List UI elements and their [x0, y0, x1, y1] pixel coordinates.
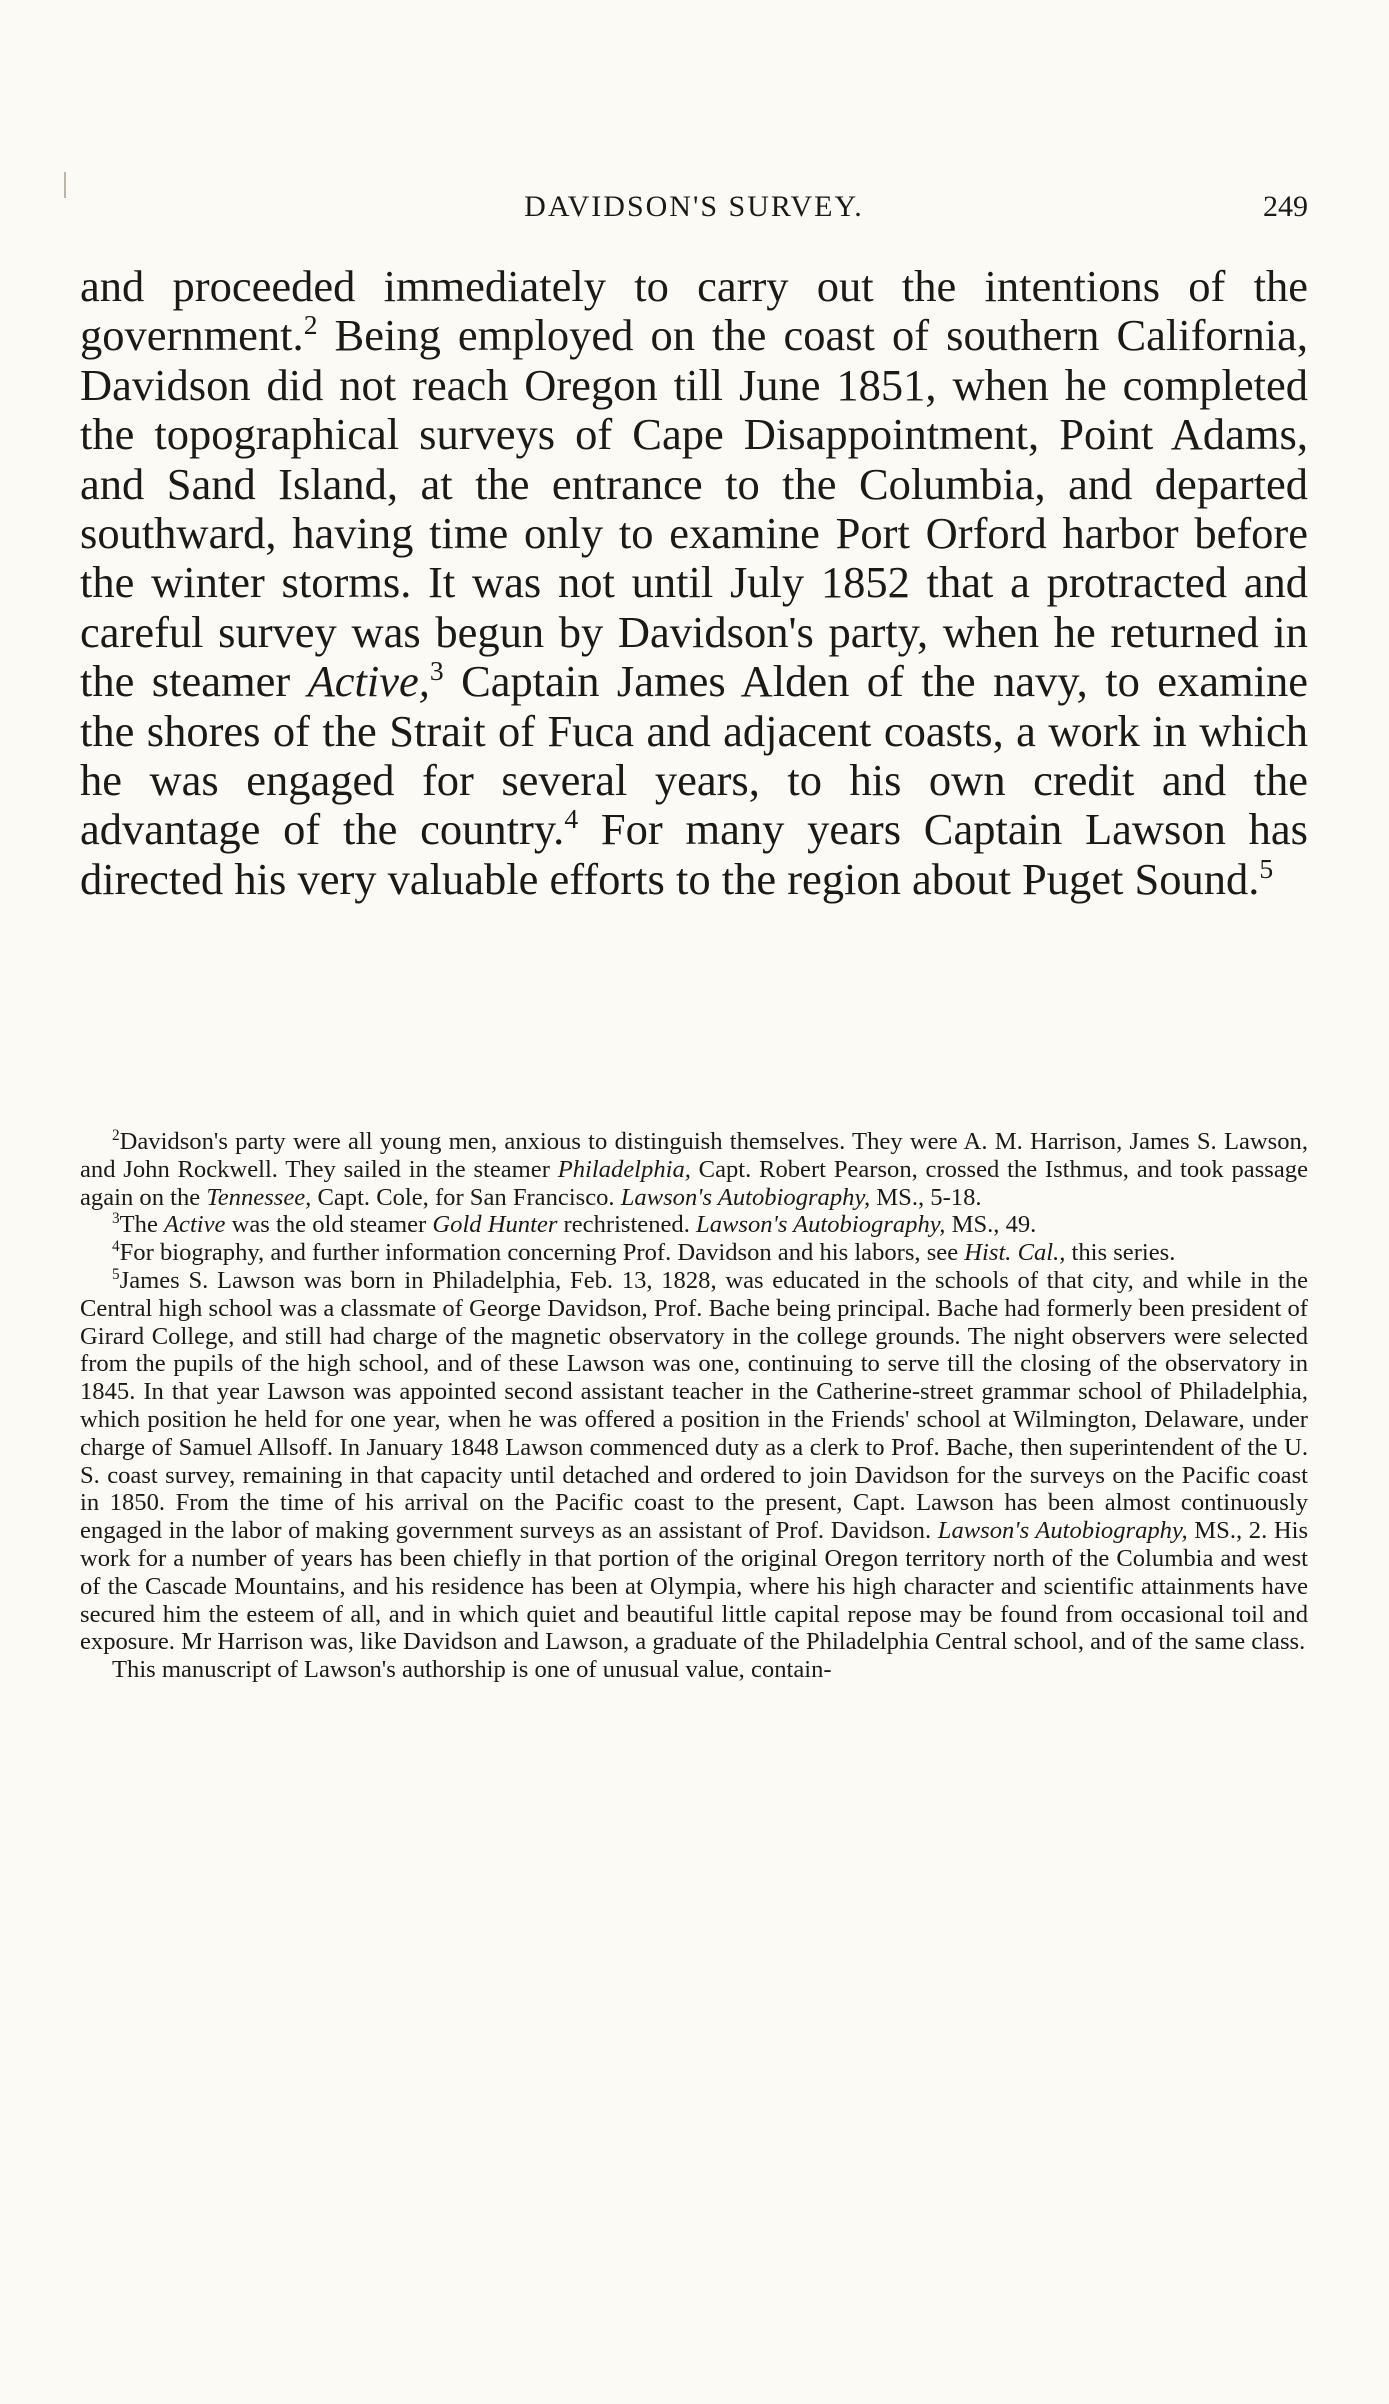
footnote-text: Capt. Robert Pearson, crossed the Isthmus, and took passage again on the	[80, 1155, 1308, 1211]
footnote-2	[80, 1128, 1308, 1211]
margin-mark	[64, 172, 66, 198]
footnote-text: James S. Lawson was born in Philadelphia, Feb. 13, 1828, was educated in the schools of that city, and while in the Central high school was a classmate of George Davidson, Prof. Bache being principal. Bache had formerly been president of Girard College, and still had charge of the magnetic observatory in the college grounds. The night observers were selected from the pupils of the high school, and of these Lawson was one, continuing to serve till the closing of the observatory in 1845. In that year Lawson was appointed second assistant teacher in the Catherine-street grammar school of Philadelphia, which position he held for one year, when he was offered a position in the Friends' school at Wilmington, Delaware, under charge of Samuel Allsoff. In January 1848 Lawson commenced duty as a clerk to Prof. Bache, then superintendent of the U. S. coast survey, remaining in that capacity until detached and ordered to join Davidson for the surveys on the Pacific coast in 1850. From the time of his arrival on the Pacific coast to the present, Capt. Lawson has been almost continuously engaged in the labor of making government surveys as an assistant of Prof. Davidson.	[80, 1266, 1308, 1545]
footnote-text: rechristened.	[557, 1211, 697, 1239]
ship-name: Active,	[307, 656, 430, 707]
body-text-1: and proceeded immediately to carry out the intentions of the government.	[80, 261, 1308, 361]
footnote-ref-2: 2	[303, 309, 318, 341]
body-paragraph	[80, 262, 1308, 904]
footnote-3	[80, 1211, 1308, 1239]
footnote-text: was the old steamer	[225, 1211, 433, 1239]
running-head: DAVIDSON'S SURVEY.	[524, 190, 864, 223]
footnote-text: The	[119, 1211, 165, 1239]
main-text	[80, 262, 1308, 904]
footnote-text: MS., 49.	[945, 1211, 1037, 1239]
footnote-italic: Hist. Cal.,	[964, 1239, 1066, 1267]
footnote-italic: Active	[164, 1211, 226, 1239]
footnote-italic: Philadelphia,	[557, 1155, 691, 1183]
body-text-2: Being employed on the coast of southern California, Davidson did not reach Oregon till June 1851, when he completed the topographical surveys of Cape Disappointment, Point Adams, and Sand Island, at the entrance to the Columbia, and departed southward, having time only to examine Port Orford harbor before the winter storms. It was not until July 1852 that a protracted and careful survey was begun by Davidson's party, when he returned in the steamer	[80, 310, 1308, 707]
footnote-text: MS., 2. His work for a number of years has been chiefly in that portion of the original Oregon territory north of the Columbia and west of the Cascade Mountains, and his residence has been at Olympia, where his high character and scientific attainments have secured him the esteem of all, and in which quiet and beautiful little capital repose may be found from occasional toil and exposure. Mr Harrison was, like Davidson and Lawson, a graduate of the Philadelphia Central school, and of the same class.	[80, 1517, 1309, 1656]
body-text-4: For many years Captain Lawson has directed his very valuable efforts to the region about Puget Sound.	[80, 804, 1308, 904]
footnote-text: this series.	[1065, 1239, 1176, 1267]
footnote-4	[80, 1239, 1308, 1267]
footnote-5	[80, 1267, 1308, 1656]
footnote-mark: 5	[112, 1265, 120, 1283]
footnote-mark: 4	[112, 1238, 120, 1255]
footnote-text: For biography, and further information concerning Prof. Davidson and his labors, see	[119, 1239, 965, 1267]
footnote-ref-4: 4	[564, 803, 579, 835]
footnote-mark: 3	[112, 1210, 120, 1228]
footnote-continuation: This manuscript of Lawson's authorship is one of unusual value, contain-	[112, 1656, 832, 1684]
body-text-3: Captain James Alden of the navy, to examine the shores of the Strait of Fuca and adjacent coasts, a work in which he was engaged for several years, to his own credit and the advantage of the country.	[80, 656, 1308, 855]
footnote-ref-5: 5	[1259, 853, 1274, 885]
footnote-italic: Lawson's Autobiography,	[620, 1183, 871, 1211]
footnote-mark: 2	[112, 1126, 120, 1144]
footnote-ref-3: 3	[429, 655, 444, 687]
page-number: 249	[1263, 190, 1308, 223]
footnote-italic: Lawson's Autobiography,	[696, 1211, 946, 1239]
footnote-text: MS., 5-18.	[870, 1183, 982, 1211]
footnote-italic: Tennessee,	[206, 1183, 312, 1211]
footnote-italic: Lawson's Autobiography,	[937, 1517, 1188, 1545]
footnote-italic: Gold Hunter	[432, 1211, 558, 1239]
page-header	[80, 182, 1308, 242]
footnotes	[80, 1128, 1308, 1684]
footnote-text: Davidson's party were all young men, anxious to distinguish themselves. They were A. M. Harrison, James S. Lawson, and John Rockwell. They sailed in the steamer	[80, 1128, 1308, 1183]
footnote-text: Capt. Cole, for San Francisco.	[311, 1183, 621, 1211]
